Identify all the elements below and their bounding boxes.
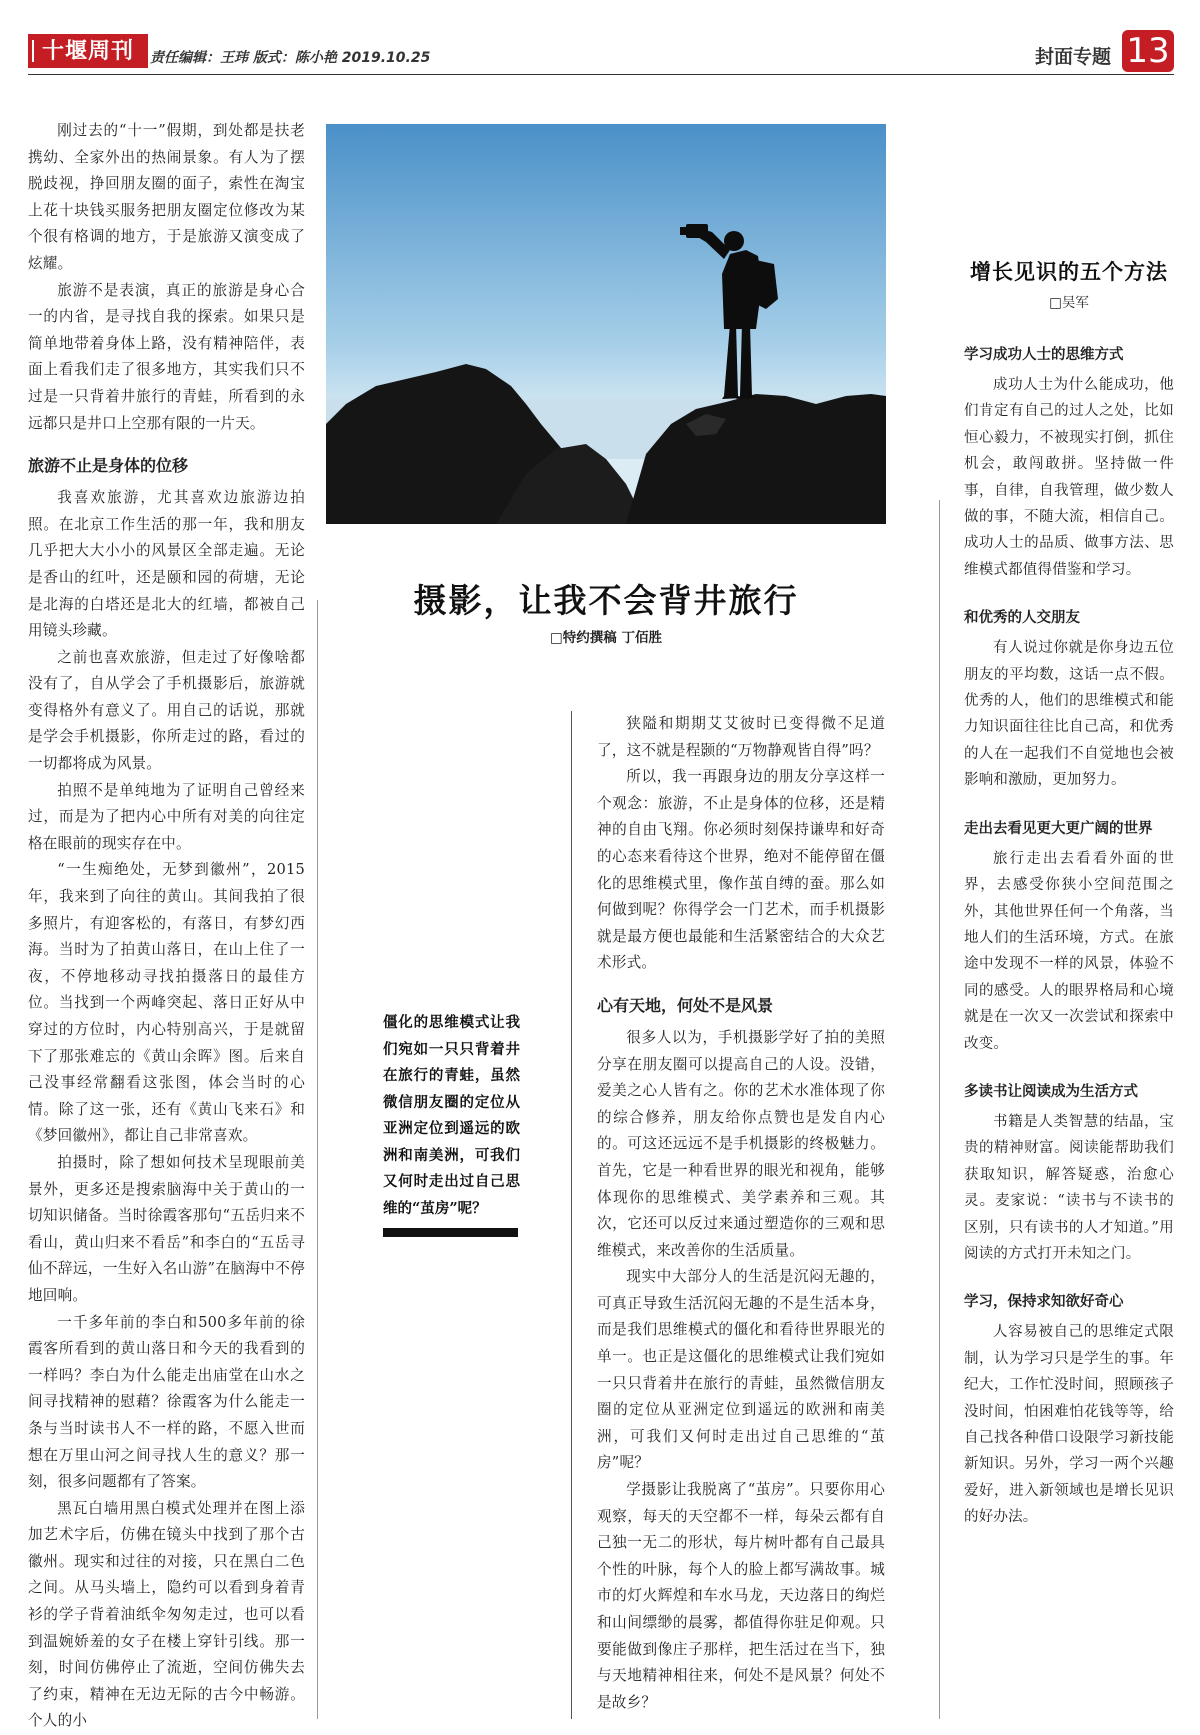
column-divider-right <box>939 500 940 1719</box>
editor-credits: 责任编辑：王玮 版式：陈小艳 2019.10.25 <box>150 50 431 66</box>
masthead-mark-icon <box>32 40 40 62</box>
pull-quote: 僵化的思维模式让我们宛如一只只背着井在旅行的青蛙，虽然微信朋友圈的定位从亚洲定位到遥远的欧洲和南美洲，可我们又何时走出过自己思维的“茧房”呢？ <box>383 1014 520 1217</box>
paragraph: 之前也喜欢旅游，但走过了好像啥都没有了，自从学会了手机摄影后，旅游就变得格外有意义了。用自己的话说，那就是学会手机摄影，你所走过的路，看过的一切都将成为风景。 <box>28 648 305 773</box>
sidebar-heading: 学习，保持求知欲好奇心 <box>964 1294 1124 1311</box>
section-heading: 旅游不止是身体的位移 <box>28 456 189 476</box>
sidebar-heading: 和优秀的人交朋友 <box>964 610 1080 627</box>
pull-quote-bar <box>383 1228 518 1237</box>
middle-text-column <box>597 711 885 1716</box>
column-divider-mid <box>571 711 572 1719</box>
paragraph: 黑瓦白墙用黑白模式处理并在图上添加艺术字后，仿佛在镜头中找到了那个古徽州。现实和过往的对接，只在黑白二色之间。从马头墙上，隐约可以看到身着青衫的学子背着油纸伞匆匆走过，也可以看到温婉娇羞的女子在楼上穿针引线。那一刻，时间仿佛停止了流逝，空间仿佛失去了约束，精神在无边无际的古今中畅游。个人的小 <box>28 1499 305 1730</box>
section-title: 封面专题 <box>1035 46 1112 68</box>
sidebar-paragraph: 成功人士为什么能成功，他们肯定有自己的过人之处，比如恒心毅力，不被现实打倒，抓住机会，敢闯敢拼。坚持做一件事，自律，自我管理，做少数人做的事，不随大流，相信自己。成功人士的品质、做事方法、思维模式都值得借鉴和学习。 <box>964 377 1174 578</box>
column-divider-left <box>317 600 318 1719</box>
paragraph: 刚过去的“十一”假期，到处都是扶老携幼、全家外出的热闹景象。有人为了摆脱歧视，挣回朋友圈的面子，索性在淘宝上花十块钱买服务把朋友圈定位修改为某个很有格调的地方，于是旅游又演变成了炫耀。 <box>28 122 305 272</box>
page-number: 13 <box>1122 30 1174 72</box>
article-title: 摄影，让我不会背井旅行 <box>413 581 799 620</box>
header-divider <box>28 74 1174 75</box>
sidebar-paragraph: 人容易被自己的思维定式限制，认为学习只是学生的事。年纪大，工作忙没时间，照顾孩子没时间，怕困难怕花钱等等，给自己找各种借口设限学习新技能新知识。另外，学习一两个兴趣爱好，进入新领域也是增长见识的好办法。 <box>964 1324 1174 1526</box>
sidebar-paragraph: 有人说过你就是你身边五位朋友的平均数，这话一点不假。优秀的人，他们的思维模式和能力知识面往往比自己高，和优秀的人在一起我们不自觉地也会被影响和激励，更加努力。 <box>964 640 1174 789</box>
sidebar-heading: 多读书让阅读成为生活方式 <box>964 1083 1138 1100</box>
paragraph: 一千多年前的李白和500多年前的徐霞客所看到的黄山落日和今天的我看到的一样吗？李白为什么能走出庙堂在山水之间寻找精神的慰藉？徐霞客为什么能走一条与当时读书人不一样的路，不愿入世而想在万里山河之间寻找人生的意义？那一刻，很多问题都有了答案。 <box>28 1313 305 1491</box>
masthead-text: 十堰周刊 <box>41 38 134 64</box>
photographer-silhouette-photo <box>326 124 886 524</box>
sidebar-paragraph: 书籍是人类智慧的结晶，宝贵的精神财富。阅读能帮助我们获取知识，解答疑惑，治愈心灵。麦家说：“读书与不读书的区别，只有读书的人才知道。”用阅读的方式打开未知之门。 <box>964 1113 1174 1262</box>
sidebar-heading: 走出去看见更大更广阔的世界 <box>964 820 1153 837</box>
paragraph: 拍摄时，除了想如何技术呈现眼前美景外，更多还是搜索脑海中关于黄山的一切知识储备。当时徐霞客那句“五岳归来不看山，黄山归来不看岳”和李白的“五岳寻仙不辞远，一生好入名山游”在脑海中不停地回响。 <box>28 1153 305 1304</box>
paragraph: 拍照不是单纯地为了证明自己曾经来过，而是为了把内心中所有对美的向往定格在眼前的现实存在中。 <box>28 781 305 852</box>
sidebar-title: 增长见识的五个方法 <box>970 259 1168 284</box>
article-byline: □特约撰稿 丁佰胜 <box>550 630 662 646</box>
paragraph: 所以，我一再跟身边的朋友分享这样一个观念：旅游，不止是身体的位移，还是精神的自由飞翔。你必须时刻保持谦卑和好奇的心态来看待这个世界，绝对不能停留在僵化的思维模式里，像作茧自缚的蚕。那么如何做到呢？你得学会一门艺术，而手机摄影就是最方便也最能和生活紧密结合的大众艺术形式。 <box>597 768 885 972</box>
left-text-column <box>28 118 305 1735</box>
masthead-logo <box>28 34 148 68</box>
paragraph: 学摄影让我脱离了“茧房”。只要你用心观察，每天的天空都不一样，每朵云都有自己独一无二的形状，每片树叶都有自己最具个性的叶脉，每个人的脸上都写满故事。城市的灯火辉煌和车水马龙，天边落日的绚烂和山间缥缈的晨雾，都值得你驻足仰观。只要能做到像庄子那样，把生活过在当下，独与天地精神相往来，何处不是风景？何处不是故乡？ <box>597 1481 885 1711</box>
sidebar-heading: 学习成功人士的思维方式 <box>964 347 1124 363</box>
paragraph: 旅游不是表演，真正的旅游是身心合一的内省，是寻找自我的探索。如果只是简单地带着身体上路，没有精神陪伴，表面上看我们走了很多地方，其实我们只不过是一只背着井旅行的青蛙，所看到的永远都只是井口上空那有限的一片天。 <box>28 281 305 432</box>
sidebar-paragraph: 旅行走出去看看外面的世界，去感受你狭小空间范围之外，其他世界任何一个角落，当地人们的生活环境，方式。在旅途中发现不一样的风景，体验不同的感受。人的眼界格局和心境就是在一次又一次尝试和探索中改变。 <box>964 850 1174 1052</box>
paragraph: “一生痴绝处，无梦到徽州”，2015年，我来到了向往的黄山。其间我拍了很多照片，有迎客松的，有落日，有梦幻西海。当时为了拍黄山落日，在山上住了一夜，不停地移动寻找拍摄落日的最佳方位。当找到一个两峰突起、落日正好从中穿过的方位时，内心特别高兴，于是就留下了那张难忘的《黄山余晖》图。后来自己没事经常翻看这张图，体会当时的心情。除了这一张，还有《黄山飞来石》和《梦回徽州》，都让自己非常喜欢。 <box>28 861 305 1145</box>
paragraph: 现实中大部分人的生活是沉闷无趣的，可真正导致生活沉闷无趣的不是生活本身，而是我们思维模式的僵化和看待世界眼光的单一。也正是这僵化的思维模式让我们宛如一只只背着井在旅行的青蛙，虽然微信朋友圈的定位从亚洲定位到遥远的欧洲和南美洲，可我们又何时走出过自己思维的“茧房”呢？ <box>597 1268 885 1472</box>
paragraph: 狭隘和期期艾艾彼时已变得微不足道了，这不就是程颢的“万物静观皆自得”吗？ <box>597 715 885 759</box>
paragraph: 我喜欢旅游，尤其喜欢边旅游边拍照。在北京工作生活的那一年，我和朋友几乎把大大小小的风景区全部走遍。无论是香山的红叶，还是颐和园的荷塘，无论是北海的白塔还是北大的红墙，都被自己用镜头珍藏。 <box>28 489 305 640</box>
paragraph: 很多人以为，手机摄影学好了拍的美照分享在朋友圈可以提高自己的人设。没错，爱美之心人皆有之。你的艺术水准体现了你的综合修养，朋友给你点赞也是发自内心的。可这还远远不是手机摄影的终极魅力。首先，它是一种看世界的眼光和视角，能够体现你的思维模式、美学素养和三观。其次，它还可以反过来通过塑造你的三观和思维模式，来改善你的生活质量。 <box>597 1028 885 1259</box>
sidebar-author: □吴军 <box>1049 295 1089 311</box>
sidebar-text-column <box>964 342 1174 1531</box>
section-heading: 心有天地，何处不是风景 <box>597 995 774 1015</box>
